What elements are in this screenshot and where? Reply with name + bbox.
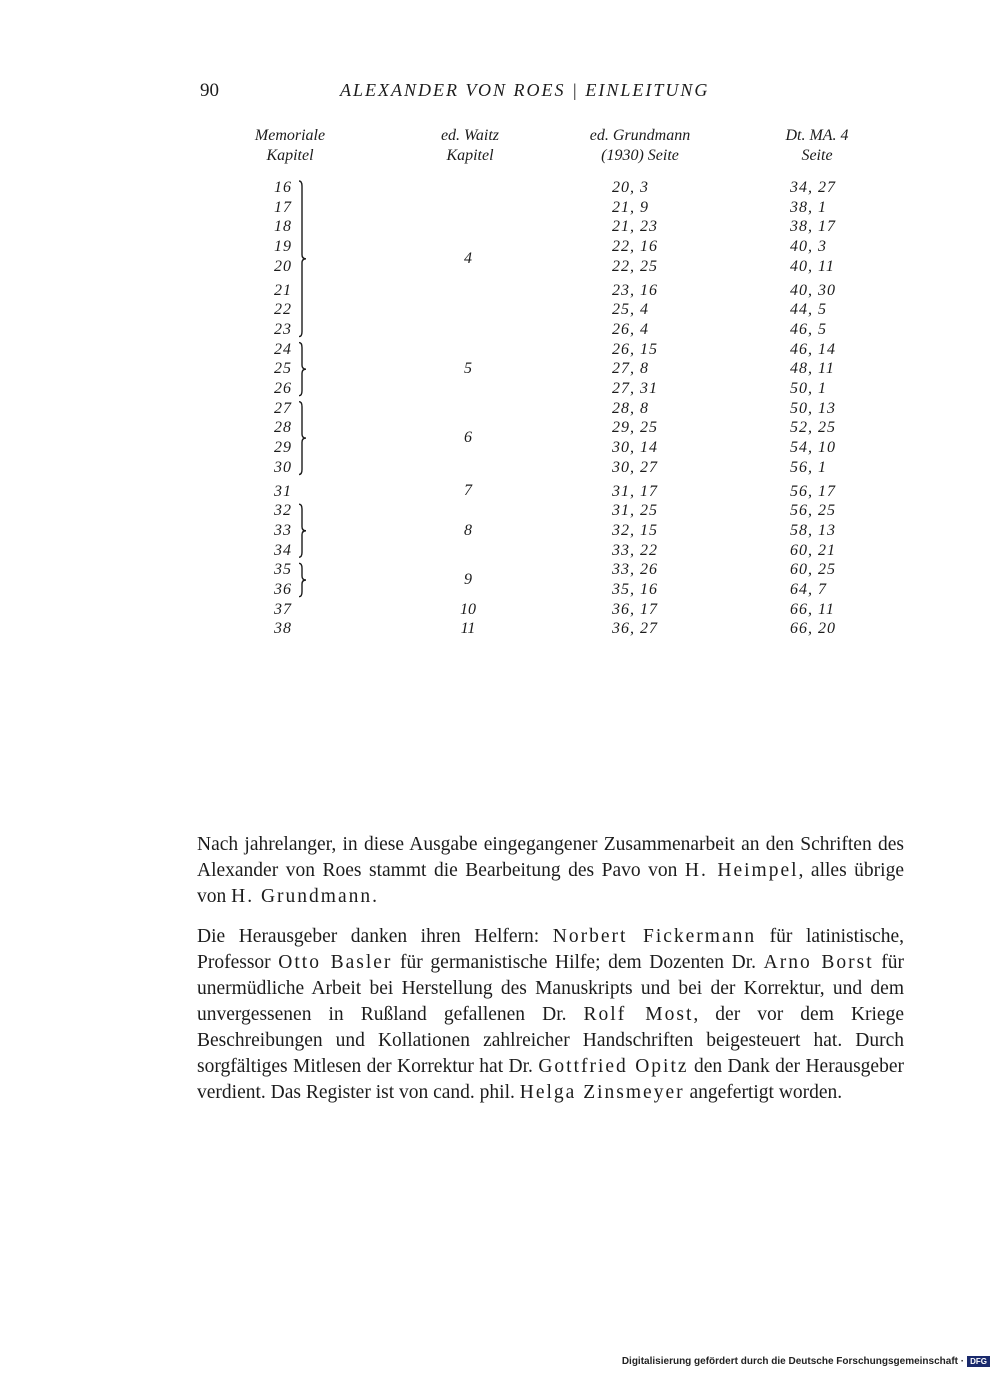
dtma-cell: 50, 1 xyxy=(790,380,827,397)
column-header-line: Memoriale xyxy=(254,127,326,144)
dtma-cell: 38, 17 xyxy=(790,218,836,236)
dtma-cell: 46, 5 xyxy=(790,320,827,338)
column-header-line: Kapitel xyxy=(446,147,494,164)
dtma-cell: 46, 14 xyxy=(790,340,836,358)
paragraph-text xyxy=(197,832,904,910)
dtma-cell: 60, 25 xyxy=(790,561,836,579)
dtma-cell: 54, 10 xyxy=(790,439,836,457)
brace xyxy=(299,563,306,596)
memoriale-cell: 34 xyxy=(274,541,292,559)
dtma-cell: 60, 21 xyxy=(790,541,836,559)
person-name: Norbert Fickermann xyxy=(552,926,757,947)
dtma-cell: 40, 11 xyxy=(790,257,835,275)
memoriale-cell: 28 xyxy=(274,419,292,437)
memoriale-cell: 30 xyxy=(274,458,292,476)
grundmann-cell: 22, 16 xyxy=(612,238,658,256)
dfg-logo: DFG xyxy=(967,1356,990,1367)
text-run: , der vor dem Kriege Beschreibungen und Kollationen zahlreicher Handschriften beigesteuert hat. Durch sorgfältiges Mitlesen der Korrektur hat Dr. xyxy=(197,1004,904,1077)
text-run: für unermüdliche Arbeit bei Herstellung des Manuskripts und bei der Korrektur, und dem unvergessenen in Rußland gefallenen Dr. xyxy=(197,952,904,1025)
grundmann-cell: 35, 16 xyxy=(612,581,658,598)
memoriale-cell: 19 xyxy=(274,238,292,256)
waitz-chapter: 5 xyxy=(464,360,472,378)
memoriale-cell: 22 xyxy=(274,301,292,319)
text-run: , alles übrige von xyxy=(197,860,904,907)
dtma-cell: 66, 20 xyxy=(790,620,836,638)
memoriale-cell: 23 xyxy=(274,320,292,338)
column-header-line: Seite xyxy=(801,147,833,164)
waitz-chapter: 10 xyxy=(460,600,476,618)
brace xyxy=(299,181,306,337)
brace xyxy=(299,343,306,396)
memoriale-cell: 31 xyxy=(274,482,292,500)
grundmann-cell: 33, 26 xyxy=(612,561,658,579)
column-header-line: (1930) Seite xyxy=(601,147,679,164)
waitz-chapter: 7 xyxy=(464,482,472,500)
person-name: Gottfried Opitz xyxy=(538,1056,689,1077)
grundmann-cell: 29, 25 xyxy=(612,419,658,437)
grundmann-cell: 22, 25 xyxy=(612,257,658,275)
grundmann-cell: 31, 25 xyxy=(612,502,658,520)
text-run: Nach jahrelanger, in diese Ausgabe eingegangener Zusammenarbeit an den Schriften des Alexander von Roes stammt die Bearbeitung des Pavo von xyxy=(197,834,904,881)
memoriale-cell: 37 xyxy=(274,600,292,618)
dtma-cell: 52, 25 xyxy=(790,419,836,437)
memoriale-cell: 26 xyxy=(274,380,292,397)
brace xyxy=(299,504,306,557)
memoriale-cell: 18 xyxy=(274,218,292,236)
dtma-cell: 34, 27 xyxy=(790,179,836,196)
person-name: H. Heimpel xyxy=(684,860,799,881)
memoriale-cell: 33 xyxy=(274,521,292,539)
grundmann-cell: 30, 27 xyxy=(612,458,658,476)
text-run: Die Herausgeber danken ihren Helfern: xyxy=(197,926,553,947)
person-name: H. Grundmann xyxy=(231,886,373,907)
dtma-cell: 58, 13 xyxy=(790,521,836,539)
running-title: ALEXANDER VON ROES | EINLEITUNG xyxy=(340,80,710,100)
dtma-cell: 44, 5 xyxy=(790,301,827,319)
paragraph-acknowledgements xyxy=(197,924,904,1106)
memoriale-cell: 32 xyxy=(274,502,292,520)
dtma-cell: 50, 13 xyxy=(790,399,836,417)
page-number: 90 xyxy=(200,80,219,101)
dtma-cell: 64, 7 xyxy=(790,581,827,598)
dtma-cell: 40, 3 xyxy=(790,238,827,256)
grundmann-cell: 27, 31 xyxy=(612,380,658,397)
text-run: für germanistische Hilfe; dem Dozenten Dr. xyxy=(392,952,764,973)
dtma-cell: 48, 11 xyxy=(790,360,835,378)
memoriale-cell: 16 xyxy=(274,179,292,196)
column-header-line: ed. Grundmann xyxy=(589,127,691,144)
waitz-chapter: 4 xyxy=(464,249,472,267)
credit-text: Digitalisierung gefördert durch die Deutsche Forschungsgemeinschaft · xyxy=(621,1356,965,1367)
column-header-line: Dt. MA. 4 xyxy=(785,127,849,144)
memoriale-cell: 21 xyxy=(274,281,292,299)
paragraph-text xyxy=(197,924,904,1106)
text-run: den Dank der Herausgeber verdient. Das Register ist von cand. phil. xyxy=(197,1056,904,1103)
column-header-line: Kapitel xyxy=(266,147,314,164)
column-header-line: ed. Waitz xyxy=(440,127,500,144)
text-run: angefertigt worden. xyxy=(684,1082,843,1103)
grundmann-cell: 36, 17 xyxy=(612,600,658,618)
waitz-chapter: 9 xyxy=(464,571,472,588)
grundmann-cell: 21, 23 xyxy=(612,218,658,236)
grundmann-cell: 23, 16 xyxy=(612,281,658,299)
paragraph-authorship xyxy=(197,832,904,910)
grundmann-cell: 21, 9 xyxy=(612,198,649,216)
grundmann-cell: 36, 27 xyxy=(612,620,658,638)
grundmann-cell: 25, 4 xyxy=(612,301,649,319)
digitization-credit xyxy=(622,1356,990,1367)
memoriale-cell: 20 xyxy=(274,257,292,275)
grundmann-cell: 20, 3 xyxy=(612,179,649,196)
grundmann-cell: 27, 8 xyxy=(612,360,649,378)
waitz-chapter: 8 xyxy=(464,521,472,539)
memoriale-cell: 25 xyxy=(274,360,292,378)
text-run: . xyxy=(372,886,377,907)
memoriale-cell: 36 xyxy=(274,581,292,598)
memoriale-cell: 17 xyxy=(274,198,292,216)
brace xyxy=(299,402,306,475)
grundmann-cell: 33, 22 xyxy=(612,541,658,559)
dtma-cell: 66, 11 xyxy=(790,600,835,618)
person-name: Rolf Most xyxy=(583,1004,694,1025)
grundmann-cell: 28, 8 xyxy=(612,399,649,417)
dtma-cell: 40, 30 xyxy=(790,281,836,299)
grundmann-cell: 30, 14 xyxy=(612,439,658,457)
waitz-chapter: 11 xyxy=(460,620,476,638)
dtma-cell: 56, 1 xyxy=(790,458,827,476)
grundmann-cell: 32, 15 xyxy=(612,521,658,539)
grundmann-cell: 26, 15 xyxy=(612,340,658,358)
memoriale-cell: 38 xyxy=(274,620,292,638)
waitz-chapter: 6 xyxy=(464,429,472,447)
dtma-cell: 38, 1 xyxy=(790,198,827,216)
memoriale-cell: 24 xyxy=(274,340,292,358)
person-name: Arno Borst xyxy=(763,952,874,973)
memoriale-cell: 29 xyxy=(274,439,292,457)
dtma-cell: 56, 25 xyxy=(790,502,836,520)
dtma-cell: 56, 17 xyxy=(790,482,836,500)
grundmann-cell: 31, 17 xyxy=(612,482,658,500)
text-run: für latinistische, Professor xyxy=(197,926,904,973)
grundmann-cell: 26, 4 xyxy=(612,320,649,338)
person-name: Helga Zinsmeyer xyxy=(519,1082,685,1103)
memoriale-cell: 27 xyxy=(274,399,292,417)
memoriale-cell: 35 xyxy=(274,561,292,579)
person-name: Otto Basler xyxy=(278,952,393,973)
